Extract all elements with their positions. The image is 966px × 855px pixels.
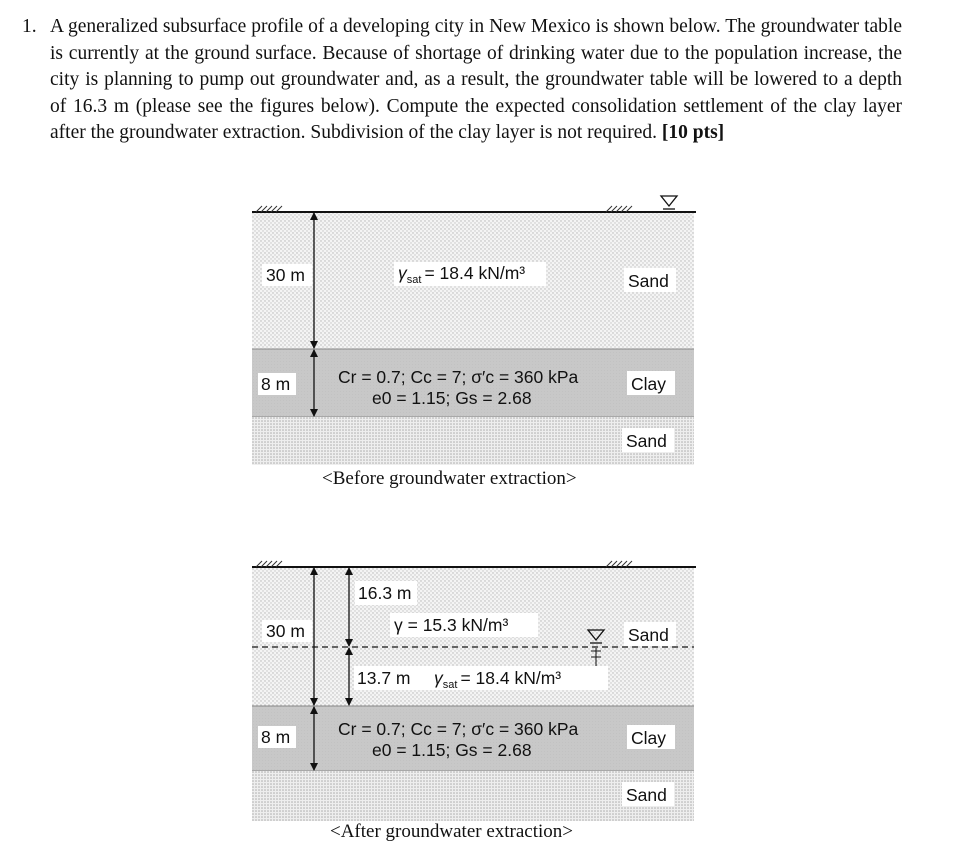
after-clay-properties-line2: e0 = 1.15; Gs = 2.68: [372, 740, 532, 760]
before-figure: [252, 196, 696, 489]
after-clay-thickness-label: 8 m: [261, 727, 291, 747]
after-clay-properties-line1: Cr = 0.7; Cc = 7; σ′c = 360 kPa: [338, 719, 579, 739]
after-clay-label: Clay: [631, 728, 667, 748]
before-sand-bottom-label: Sand: [626, 431, 667, 451]
before-clay-label: Clay: [631, 374, 667, 394]
after-caption: <After groundwater extraction>: [330, 821, 574, 842]
after-sand-bottom-label: Sand: [626, 785, 667, 805]
problem-points: [10 pts]: [661, 122, 725, 143]
before-water-table-icon: [661, 196, 677, 209]
after-upper-gamma: γ = 15.3 kN/m³: [394, 615, 509, 635]
problem-text: A generalized subsurface profile of a developing city in New Mexico is shown below. The groundwater table is currently at the ground surface. Because of shortage of drinking water due to the population increase, the city is planning to pump out groundwater and, as a result, the groundwater table will be lowered to a depth of 16.3 m (please see the figures below). Compute the expected consolidation settlement of the clay layer after the groundwater extraction. Subdivision of the clay layer is not required.: [50, 16, 902, 143]
after-lower-depth-label: 13.7 m: [357, 668, 411, 688]
before-clay-properties-line1: Cr = 0.7; Cc = 7; σ′c = 360 kPa: [338, 367, 579, 387]
before-sand-top-label: Sand: [628, 271, 669, 291]
after-upper-depth-label: 16.3 m: [358, 583, 412, 603]
after-sand-thickness-label: 30 m: [266, 621, 305, 641]
before-sand-thickness-label: 30 m: [266, 265, 305, 285]
before-gamma-sat: $\gamma_{sat} = 18.4$ kN/m³: [398, 263, 526, 286]
before-clay-properties-line2: e0 = 1.15; Gs = 2.68: [372, 388, 532, 408]
after-figure: [252, 561, 696, 842]
after-lower-gamma-sat: $\gamma_{sat} = 18.4$ kN/m³: [434, 668, 562, 691]
before-clay-thickness-label: 8 m: [261, 374, 291, 394]
after-sand-top-label: Sand: [628, 625, 669, 645]
problem-number: 1.: [22, 16, 37, 37]
before-caption: <Before groundwater extraction>: [322, 468, 577, 489]
